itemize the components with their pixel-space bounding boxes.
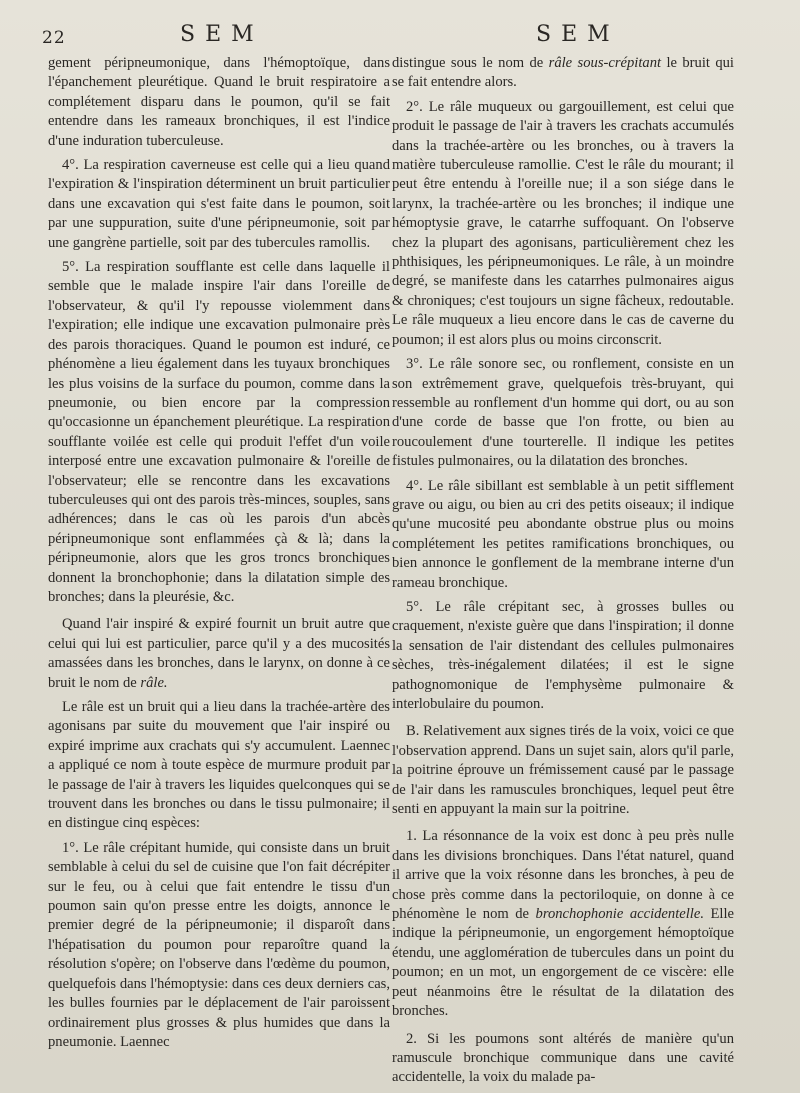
- paragraph: 3°. Le râle sonore sec, ou ronflement, consiste en un son extrêmement grave, quelquefois très-bruyant, qui ressemble au ronflement d'un homme qui dort, ou au son d'une corde de basse que l'on frotte, ou bien au roucoulement d'une tourterelle. Il indique les petites fistules pulmonaires, ou la dilatation des bronches.: [392, 356, 734, 470]
- running-head-right: SEM: [536, 22, 620, 47]
- page-number: 22: [42, 28, 66, 48]
- right-column: [392, 54, 734, 1093]
- paragraph: distingue sous le nom de râle sous-crépitant le bruit qui se fait entendre alors.: [392, 55, 734, 91]
- italic-term: bronchophonie accidentelle.: [535, 906, 704, 923]
- italic-term: râle sous-crépitant: [548, 55, 662, 71]
- paragraph: 4°. Le râle sibillant est semblable à un petit sifflement grave ou aigu, ou bien au cri des petits oiseaux; il indique qu'une mucosité peu abondante obstrue plus ou moins complétement les petites ramifications bronchiques, ou bien annonce le gonflement de la membrane interne d'un rameau bronchique.: [392, 477, 734, 591]
- paragraph: Le râle est un bruit qui a lieu dans la trachée-artère des agonisans par suite du mouvement que l'air inspiré ou expiré imprime aux crachats qui s'y accumulent. Laennec a appliqué ce nom à toute espèce de murmure produit par le passage de l'air à travers les liquides quelconques qui se trouvent dans les bronches ou dans le tissu pulmonaire; il en distingue cinq espèces:: [48, 699, 390, 832]
- paragraph: 4°. La respiration caverneuse est celle qui a lieu quand l'expiration & l'inspiration déterminent un bruit particulier dans une excavation qui s'est faite dans le poumon, soit par une suppuration, suite d'une péripneumonie, soit par une gangrène partielle, soit par des tubercules ramollis.: [48, 157, 390, 251]
- italic-term: râle.: [140, 674, 168, 691]
- paragraph: 2°. Le râle muqueux ou gargouillement, est celui que produit le passage de l'air à travers les crachats accumulés dans la trachée-artère ou les bronches, ou à travers la matière tuberculeuse ramollie. C'est le râle du mourant; il peut être entendu à l'oreille nue; il a son siége dans le larynx, la trachée-artère ou les bronches; il indique une hémoptysie grave, le catarrhe suffoquant. On l'observe chez la plupart des agonisans, particulièrement chez les phthisiques, les péripneumoniques. Le râle, à un moindre degré, se manifeste dans les catarrhes pulmonaires aigus & chroniques; c'est toujours un signe fâcheux, redoutable. Le râle muqueux a lieu encore dans le cas de caverne du poumon; il est alors plus ou moins circonscrit.: [392, 98, 734, 348]
- paragraph: Quand l'air inspiré & expiré fournit un bruit autre que celui qui lui est particulier, parce qu'il y a des mucosités amassées dans les bronches, dans le larynx, on donne à ce bruit le nom de râle.: [48, 616, 390, 691]
- paragraph: 1. La résonnance de la voix est donc à peu près nulle dans les divisions bronchiques. Dans l'état naturel, quand il arrive que la voix résonne dans les bronches, à peu de chose près comme dans la pectoriloquie, on donne à ce phénomène le nom de bronchophonie accidentelle. Elle indique la péripneumonie, un engorgement hémoptoïque étendu, une agglomération de tubercules dans un point du poumon; en un mot, un engorgement de ce viscère: elle peut néanmoins être le résultat de la dilatation des bronches.: [392, 828, 734, 1020]
- running-head-left: SEM: [180, 22, 264, 47]
- page-header: [0, 22, 800, 52]
- paragraph: 5°. Le râle crépitant sec, à grosses bulles ou craquement, n'existe guère que dans l'inspiration; il donne la sensation de l'air distendant des cellules pulmonaires sèches, très-inégalement dilatées; il est le signe pathognomonique de l'emphysème pulmonaire & interlobulaire du poumon.: [392, 598, 734, 712]
- paragraph: 1°. Le râle crépitant humide, qui consiste dans un bruit semblable à celui du sel de cuisine que l'on fait décrépiter sur le feu, ou à celui que fait entendre le tissu d'un poumon sain qu'on presse entre les doigts, annonce le premier degré de la péripneumonie; il disparoît dans l'hépatisation du poumon pour reparoître quand la résolution s'opère; on l'observe dans l'œdème du poumon, quelquefois dans l'hémoptysie: dans ces deux derniers cas, les bulles fournies par le déplacement de l'air paroissent ordinairement plus grosses & plus humides que dans la pneumonie. Laennec: [48, 839, 390, 1050]
- paragraph: B. Relativement aux signes tirés de la voix, voici ce que l'observation apprend. Dans un sujet sain, alors qu'il parle, la poitrine éprouve un frémissement causé par le passage de l'air dans les ramuscules bronchiques, lequel peut être senti en appuyant la main sur la poitrine.: [392, 723, 734, 818]
- paragraph: 5°. La respiration soufflante est celle dans laquelle il semble que le malade inspire l'air dans l'oreille de l'observateur, & qu'il l'y repousse violemment dans l'expiration; elle indique une excavation pulmonaire près des parois thoraciques. Quand le poumon est induré, ce phénomène a lieu également dans les tuyaux bronchiques les plus voisins de la surface du poumon, comme dans la pneumonie, ou bien encore par la compression qu'occasionne un épanchement pleurétique. La respiration soufflante voilée est celle qui produit l'effet d'un voile interposé entre une excavation pulmonaire & l'oreille de l'observateur; elle se rencontre dans les excavations tuberculeuses qui ont des parois très-minces, souples, sans adhérences; dans le cas où les parois d'un abcès péripneumonique sont enflammées çà & là; dans la péripneumonie, alors que les gros troncs bronchiques donnent la bronchophonie; dans la dilatation simple des bronches; dans la pleurésie, &c.: [48, 259, 390, 605]
- paragraph: gement péripneumonique, dans l'hémoptoïque, dans l'épanchement pleurétique. Quand le bruit respiratoire a complétement disparu dans le poumon, qu'il se fait entendre dans les rameaux bronchiques, il est l'indice d'une induration tuberculeuse.: [48, 55, 390, 149]
- left-column: [48, 54, 390, 1057]
- paragraph: 2. Si les poumons sont altérés de manière qu'un ramuscule bronchique communique dans une cavité accidentelle, la voix du malade pa-: [392, 1030, 734, 1086]
